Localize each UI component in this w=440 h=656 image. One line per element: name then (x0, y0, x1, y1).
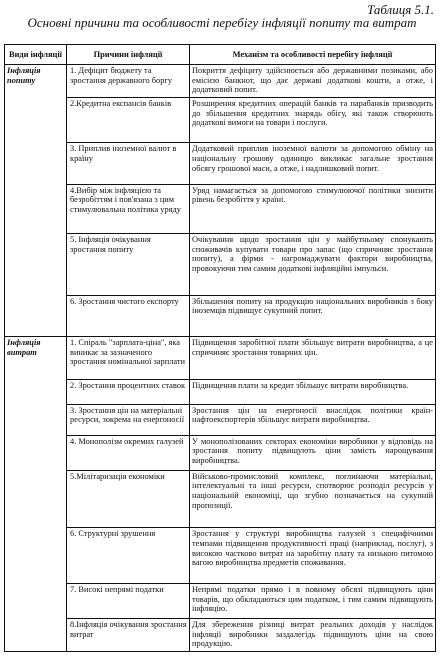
cause-cell: 6. Структурні зрушення (67, 528, 190, 584)
cause-cell: 3. Приплив іноземної валют в країну (67, 143, 190, 184)
cause-cell: 7. Високі непрямі податки (67, 583, 190, 618)
mechanism-cell: Розширення кредитних операцій банків та парабанків призводить до збільшення кредитних знарядь обігу, які також створюють додаткові вимоги на товари і послуги. (190, 98, 436, 143)
mechanism-cell: Військово-промисловий комплекс, поглинаючи матеріальні, інтелектуальні та інші ресурси, спотворює розподіл ресурсів у національній економіці, що згубно позначається на сукупній пропозиції. (190, 470, 436, 528)
cause-cell: 8.Інфляція очікування зростання витрат (67, 618, 190, 651)
table-row (5, 143, 436, 184)
inflation-table (4, 44, 436, 652)
cause-cell: 2.Кредитна експансія банків (67, 98, 190, 143)
table-row (5, 470, 436, 528)
mechanism-cell: Підвищення плати за кредит збільшує витрати виробництва. (190, 380, 436, 405)
cause-cell: 1. Дефіцит бюджету та зростання державного боргу (67, 65, 190, 98)
cause-cell: 4.Вибір між інфляцією та безробіттям і пов'язана з цим стимулювальна політика уряду (67, 184, 190, 233)
mechanism-cell: Зростання у структурі виробництва галузей з специфічними темпами підвищення продуктивності праці (наприклад, послуг), з високою частково витрат на заробітну плату та низькою питомою вагою виробництва предметів споживання. (190, 528, 436, 584)
table-row (5, 583, 436, 618)
table-row (5, 404, 436, 435)
table-row (5, 65, 436, 98)
mechanism-cell: Підвищення заробітної плати збільшує витрати виробництва, а це спричиняє зростання товарних цін. (190, 336, 436, 379)
table-row (5, 233, 436, 295)
mechanism-cell: Для збереження різниці витрат реальних доходів у наслідок інфляції виробники заздалегідь підвищують ціни на свою продукцію. (190, 618, 436, 651)
table-row (5, 295, 436, 336)
table-row (5, 98, 436, 143)
mechanism-cell: Очікування щодо зростання цін у майбутньому спонукають споживачів купувати товари про запас (що спричиняє зростання попиту), а фірми - нагромаджувати фактори виробництва, провокуючи тим самим додаткові інфляційні імпульси. (190, 233, 436, 295)
mechanism-cell: Зростання цін на енергоносії внаслідок політики країн-нафтоекспортерів збільшує витрати виробництва. (190, 404, 436, 435)
group-cost-label: Інфляція витрат (5, 336, 67, 651)
table-row (5, 184, 436, 233)
cause-cell: 5.Мілітаризація економіки (67, 470, 190, 528)
mechanism-cell: Покриття дефіциту здійснюється або державними позиками, або емісією банкнот, що дає державі додаткові кошти, а отже, і додатковий попит. (190, 65, 436, 98)
table-row (5, 435, 436, 470)
mechanism-cell: У монополізованих секторах економіки виробники у відповідь на зростання попиту підвищують ціни замість нарощування виробництва. (190, 435, 436, 470)
cause-cell: 2. Зростання процентних ставок (67, 380, 190, 405)
mechanism-cell: Додатковий приплив іноземної валюти за допомогою обміну на національну грошову одиницю викликає загальне зростання обсягу грошової маси, а отже, і надлишковий попит. (190, 143, 436, 184)
table-row (5, 336, 436, 379)
header-cause: Причини інфляції (67, 45, 190, 65)
cause-cell: 1. Спіраль "зарплата-ціна", яка виникає за зазначеного зростання номінальної зарплати (67, 336, 190, 379)
cause-cell: 6. Зростання чистого експорту (67, 295, 190, 336)
header-mechanism: Механізм та особливості перебігу інфляції (190, 45, 436, 65)
table-row (5, 380, 436, 405)
table-number: Таблиця 5.1. (367, 2, 434, 17)
cause-cell: 3. Зростання цін на матеріальні ресурси, зокрема на енергоносії (67, 404, 190, 435)
table-title: Основні причини та особливості перебігу інфляції попиту та витрат (27, 15, 417, 30)
mechanism-cell: Уряд намагається за допомогою стимулюючої політики знизити рівень безробіття у країні. (190, 184, 436, 233)
header-row (5, 45, 436, 65)
cause-cell: 4. Монополізм окремих галузей (67, 435, 190, 470)
table-row (5, 618, 436, 651)
table-row (5, 528, 436, 584)
group-demand-label: Інфляція попиту (5, 65, 67, 337)
header-type: Види інфляції (5, 45, 67, 65)
mechanism-cell: Збільшення попиту на продукцію національних виробників з боку іноземців підвищує сукупний попит. (190, 295, 436, 336)
mechanism-cell: Непрямі податки прямо і в повному обсязі підвищують ціни товарів, що обкладаються цим податком, і тим самим підвищують інфляцію. (190, 583, 436, 618)
cause-cell: 5. Інфляція очікування зростання попиту (67, 233, 190, 295)
